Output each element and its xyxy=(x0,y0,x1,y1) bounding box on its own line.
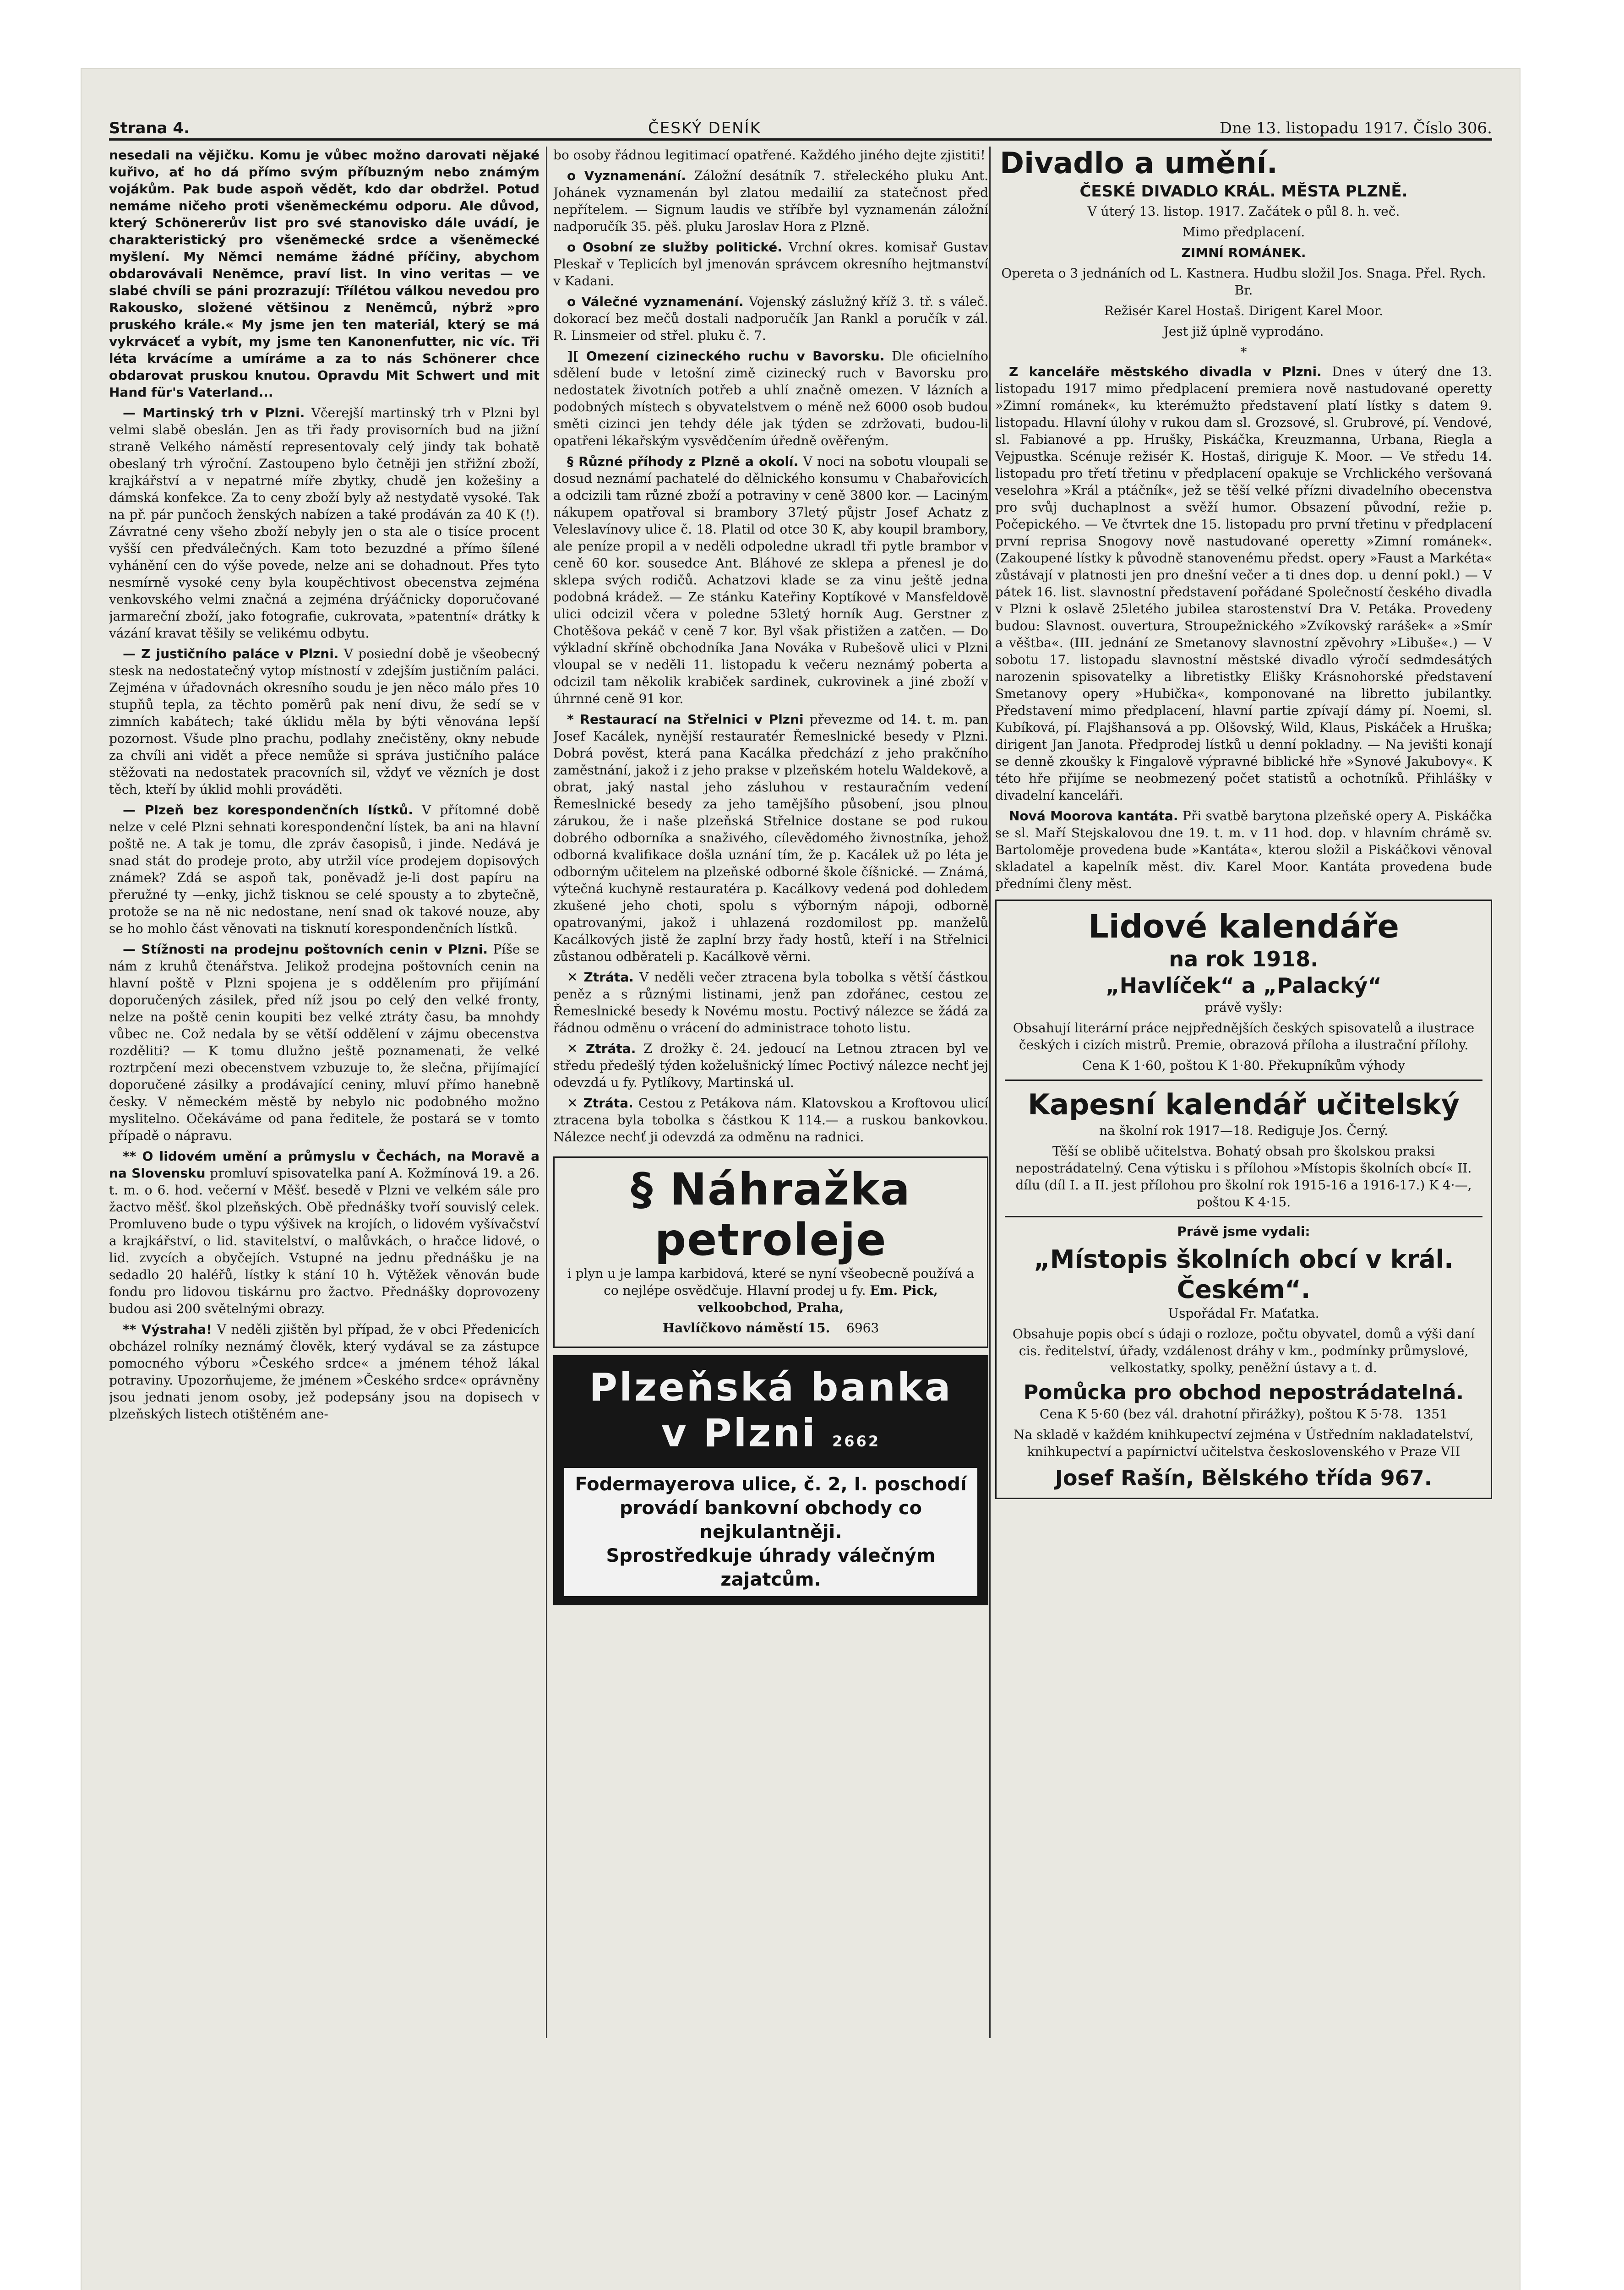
ad-nahrazka-petroleje xyxy=(553,1156,988,1348)
article-ztrata-3: ✕ Ztráta. Cestou z Petákova nám. Klatovskou a Kroftovou ulicí ztracena byla tobolka s částkou K 114.— a ruskou bankovkou. Nálezce nechť ji odevzdá za odměnu na radnici. xyxy=(553,1096,988,1145)
ad-pomucka-price: Cena K 5·60 (bez vál. drahotní přirážky), poštou K 5·78. 1351 xyxy=(1040,1407,1448,1422)
ad-kal-names: „Havlíček“ a „Palacký“ xyxy=(1106,973,1382,998)
article-kancelar-divadla: Z kanceláře městského divadla v Plzni. Dnes v úterý dne 13. listopadu 1917 mimo předplacení premiera nově nastudované operetty »Zimní románek«, ku kterémužto představení platí lístky s datem 9. listopadu. Hlavní úlohy v rukou dam sl. Grozsové, sl. Grubrové, pí. Vendové, sl. Fabianové a pp. Hrušky, Piskáčka, Kreuzmanna, Urbana, Riegla a Vejpustka. Scénuje režisér K. Hostaš, diriguje K. Moor. — Ve středu 14. listopadu pro třetí třetinu v předplacení opakuje se Vrchlického veršovaná veselohra »Král a ptáčník«, jež se těší velké přízni divadelního obecenstva pro svůj duchaplnost a svěží humor. Obsazení původní, režie p. Počepického. — Ve čtvrtek dne 15. listopadu pro první třetinu v předplacení první reprisa Snogovy nově nastudované operetty »Zimní románek«. (Zakoupené lístky k původně stanovenému předst. opery »Faust a Markéta« zůstávají v platnosti jen pro dnešní večer a ti dnes dop. u denní pokl.) — V pátek 16. list. slavnostní představení pořádané Společností českého divadla v Plzni k oslavě 25letého jubilea starostenství Dra V. Petáka. Provedeny budou: Slavnost. ouvertura, Stroupežnického »Zvíkovský rarášek« a »Smír a věštba«. (III. jednání ze Smetanovy slavnostní zpěvohry »Libuše«.) — V sobotu 17. listopadu slavnostní městské divadlo výročí sedmdesátých narozenin spisovatelky a libretistky Elišky Krásnohorské představení Smetanovy opery »Hubička«, komponované na libretto jubilantky. Představení mimo předplacení, hlavní partie zpívají dámy pí. Noemi, sl. Kubíková, pí. Flajšhansová a pp. Olšovský, Wild, Klaus, Piskáček a Hruška; dirigent Jan Janota. Předprodej lístků u denní pokladny. — Na jevišti konají se denně zkoušky k Fingalově výpravné biblické hře »Synové Jakubovy«. K této hře přijíme se neobmezený počet statistů a ochotníků. Přihlášky v divadelní kanceláři. xyxy=(995,364,1492,803)
ad-sklad: Na skladě v každém knihkupectví zejména v Ústředním nakladatelství, knihkupectví a papírnictví učitelstva československého v Praze VII xyxy=(1014,1427,1474,1459)
article-martinsky-trh: — Martinský trh v Plzni. Včerejší martinský trh v Plzni byl velmi slabě obeslán. Jen as tři řady provisorních bud na jižní straně Velkého náměstí representovaly celý jindy tak bohatě obeslaný trh výroční. Zastoupeno bylo četněji jen střižní zboží, krajkářství a v nepatrné míře zbytky, chudě jen kožešiny a dámská konfekce. Za to ceny zboží byly až nestydatě vysoké. Tak na př. pár punčoch ženských nabízen a také prodáván za 40 K (!). Závratné ceny všeho zboží nebyly jen o sta ale o tisíce procent vyšší cen předválečných. Kam toto bezuzdné a přímo šílené vyhánění cen do výše povede, nelze ani se dohadnout. Přes tyto nesmírně vysoké ceny byla koupěchtivost obecenstva zejména venkovského velmi značná a zejména drýáčnicky doporučované jarmareční zboží, jako fotografie, cukrovata, »patentní« drátky k vázání kravat těšily se velikému odbytu. xyxy=(109,405,540,641)
separator-star: * xyxy=(1240,344,1247,360)
program-credits: Režisér Karel Hostaš. Dirigent Karel Moor. xyxy=(1104,303,1384,318)
ad-kal-year: na rok 1918. xyxy=(1169,947,1319,971)
article-bavorsko: ][ Omezení cizineckého ruchu v Bavorsku. Dle oficielního sdělení bude v letošní zimě cizinecký ruch v Bavorsku pro nedostatek životních potřeb a uhlí značně omezen. V lázních a podobných místech s obyvatelstvem o méně než 6000 osob budou směti cizinci jen tehdy déle jak týden se zdržovati, budou-li opatřeni lékařským vysvědčením úředně ověřeným. xyxy=(553,349,988,448)
column-rule-1 xyxy=(546,147,547,2038)
newspaper-title: ČESKÝ DENÍK xyxy=(648,119,761,137)
article-justicni-palac: — Z justičního paláce v Plzni. V posiední době je všeobecný stesk na nedostatečný vytop místností v zdejším justičním paláci. Zejména v úřadovnách okresního soudu je jen něco málo přes 10 stupňů tepla, za těchto poměrů pak není divu, že sedí se v zimních kabátech; také úklidu měla by býti věnována lepší pozornost. Všude plno prachu, podlahy znečistěny, okny nebude za chvíli ani vidět a přece nemůže si správa justičního paláce stěžovati na nedostatek pracovních sil, vždyť ve vězních je dost těch, kteří by úklid mohli prováděti. xyxy=(109,646,540,797)
article-continued: nesedali na vějičku. Komu je vůbec možno darovati nějaké kuřivo, ať ho dá přímo svým příbuzným nebo známým vojákům. Pak bude aspoň vědět, kdo dar obdržel. Potud nemáme ničeho proti všeněmeckému odporu. Ale důvod, který Schönererův list pro své stanovisko dále uvádí, je charakteristický pro všeněmecké srdce a všeněmecké myšlení. My Němci nemáme žádné příčiny, abychom obdarovávali Neněmce, praví list. In vino veritas — ve slabé chvíli se páni prozrazují: Třílétou válkou nevedou pro Rakousko, složené většinou z Neněmců, nýbrž »pro pruského krále.« My jsme jen ten materiál, který se má vykrváceť a vybít, my jsme ten Kanonenfutter, nic víc. Tři léta krvácíme a umíráme a za to nás Schönerer chce obdarovat pruskou knutou. Opravdu Mit Schwert und mit Hand für's Vaterland... xyxy=(109,147,540,400)
ad-petr-text: i plyn u je lampa karbidová, které se nyní všeobecně používá a co nejlépe osvědčuje. Hlavní prodej u fy. Em. Pick, velkoobchod, Praha, xyxy=(567,1266,975,1315)
article-continued-2: bo osoby řádnou legitimací opatřené. Každého jiného dejte zjistiti! xyxy=(553,147,986,163)
column-1 xyxy=(109,147,540,2253)
column-2 xyxy=(553,147,988,2253)
article-ruzne-prihody: § Různé příhody z Plzně a okolí. V noci na sobotu vloupali se dosud neznámí pachatelé do dělnického konsumu v Chabařovicích a odcizili tam různé zboží a potraviny v ceně 3800 kor. — Laciným nákupem opatřoval si brambory 37letý půjstr Josef Achatz z Veleslavínovy ulice č. 18. Platil od otce 30 K, aby koupil brambory, ale peníze propil a v neděli odpoledne ukradl tři pytle brambor v ceně 60 kor. sousedce Ant. Bláhové ze sklepa a přenesl je do sklepa svých rodičů. Achatzovi klade se za vinu ještě jedna podobná krádež. — Ze stánku Kateřiny Koptíkové v Mansfeldově ulici odcizil včera v poledne 53letý horník Aug. Gerstner z Chotěšova pekáč v ceně 7 kor. Byl však přistižen a zatčen. — Do výkladní skříně obchodníka Jana Nováka v Rubešově ulici v Plzni vloupal se v neděli 11. listopadu k večeru neznámý poberta a odcizil tam několik krabiček sardinek, cukrovinek a jiné zboží v úhrnné ceně 91 kor. xyxy=(553,454,988,706)
ad-banka-details xyxy=(564,1468,977,1596)
article-vystraha: ** Výstraha! V neděli zjištěn byl případ, že v obci Předenicích obcházel rolníky neznámý člověk, který vydával se za zástupce pomocného výboru »Českého srdce« a jménem téhož lákal potraviny. Upozorňujeme, že jménem »Českého srdce« oprávněny jsou jednati jenom osoby, jež podepsány jsou na dopisech v plzeňských listech otištěném ane- xyxy=(109,1322,540,1422)
article-valecne-vyznamenani: o Válečné vyznamenání. Vojenský záslužný kříž 3. tř. s váleč. dokorací bez mečů dostali nadporučík Jan Rankl a poručík v zál. R. Linsmeier od střel. pluku č. 7. xyxy=(553,294,988,343)
ad-divider xyxy=(1005,1080,1482,1081)
article-restaurace-strelnice: * Restaurací na Střelnici v Plzni převezme od 14. t. m. pan Josef Kacálek, nynější restauratér Řemeslnické besedy v Plzni. Dobrá pověst, která pana Kacálka předchází z jeho prakčního zaměstnání, jakož i z jeho prakse v plzeňském hotelu Waldekově, a obrat, jaký nastal jeho zásluhou v restauračním vedení Řemeslnické besedy za jeho tamějšího působení, jsou plnou zárukou, že i naše plzeňská Střelnice dostane se pod rukou dobrého odborníka a snaživého, cílevědomého živnostníka, jehož odborná kvalifikace došla uznání tím, že p. Kacálek už po léta je odborným učitelem na plzeňské odborné škole číšnické. — Známá, výtečná kuchyně restauratéra p. Kacálkovy vedená pod dohledem zkušené jeho choti, spolu s výborným nápoji, odborně opatrovanými, jakož i uhlazená rozdomilost pp. manželů Kacálkových jistě že zaplní brzy řady hostů, kteří i na Střelnici zůstanou odběrateli p. Kacálkově věrni. xyxy=(553,712,988,964)
article-korespondencni-listky: — Plzeň bez korespondenčních lístků. V přítomné době nelze v celé Plzni sehnati korespondenční lístek, ba ani na hlavní poště ne. A tak je tomu, dle zpráv časopisů, i jinde. Nedává je snad stát do prodeje proto, aby utržil více prodejem dopisových známek? Zdá se aspoň tak, poněvadž je-li dost papíru na přeružné ty —enky, jichž tisknou se celé spousty a to zbytečně, protože se na ně nic nedostane, není snad ok takové nouze, aby se ho mohlo část věnovati na tisknutí korespondenčních lístků. xyxy=(109,802,540,936)
article-ztrata-1: ✕ Ztráta. V neděli večer ztracena byla tobolka s větší částkou peněz a s různými listinami, jenž pan zdořánec, cestou ze Řemeslnické besedy k Novému mostu. Poctivý nálezce se žádá za řádnou odměnu o vrácení do administrace tohoto listu. xyxy=(553,970,988,1036)
ad-banka-title2: v Plzni 2662 xyxy=(661,1411,881,1456)
program-date: V úterý 13. listop. 1917. Začátek o půl 8. h. več. xyxy=(1087,204,1400,219)
theatre-heading: ČESKÉ DIVADLO KRÁL. MĚSTA PLZNĚ. xyxy=(1079,182,1408,201)
issue-date: Dne 13. listopadu 1917. Číslo 306. xyxy=(1219,119,1492,137)
ad-petr-address: Havlíčkovo náměstí 15. 6963 xyxy=(662,1320,879,1336)
program-soldout: Jest již úplně vyprodáno. xyxy=(1163,324,1324,339)
ad-mistopis-sub: Uspořádal Fr. Maťatka. xyxy=(1168,1306,1319,1321)
ad-kal-text: Obsahují literární práce nejpřednějších českých spisovatelů a ilustrace českých i cizích mistrů. Premie, obrazová příloha a ilustrační přílohy. xyxy=(1013,1020,1475,1052)
page-number: Strana 4. xyxy=(109,119,190,137)
article-osobni: o Osobní ze služby politické. Vrchní okres. komisař Gustav Pleskař v Teplicích byl jmenován správcem okresního hejtmanství v Kadani. xyxy=(553,240,988,289)
ad-kapesni-sub: na školní rok 1917—18. Rediguje Jos. Černý. xyxy=(1099,1123,1388,1138)
ad-mistopis-title: „Místopis školních obcí v král. Českém“. xyxy=(1034,1245,1454,1304)
ad-kapesni-kalendar-title: Kapesní kalendář učitelský xyxy=(1028,1088,1460,1121)
article-vyznamenani: o Vyznamenání. Záložní desátník 7. střeleckého pluku Ant. Johánek vyznamenán byl zlatou medailií za statečnost před nepřítelem. — Signum laudis ve stříbře byl vyznamenán záložní nadporučík 35. pěš. pluku Jaroslav Hora z Plzně. xyxy=(553,168,988,234)
ad-mistopis-pre: Právě jsme vydali: xyxy=(1177,1224,1310,1239)
ad-kal-price: Cena K 1·60, poštou K 1·80. Překupníkům výhody xyxy=(1082,1058,1406,1073)
ad-banka-line: provádí bankovní obchody co nejkulantněji. xyxy=(619,1498,922,1543)
program-description: Opereta o 3 jednáních od L. Kastnera. Hudbu složil Jos. Snaga. Přel. Rych. Br. xyxy=(1001,266,1486,298)
ad-pomucka: Pomůcka pro obchod nepostrádatelná. xyxy=(1023,1381,1464,1404)
column-rule-2 xyxy=(989,147,991,2038)
masthead xyxy=(109,110,1492,137)
article-moorova-kantata: Nová Moorova kantáta. Při svatbě barytona plzeňské opery A. Piskáčka se sl. Maří Stejskalovou dne 19. t. m. v 11 hod. dop. v hlavním chrámě sv. Bartoloměje provedena bude »Kantáta«, kterou složil a Piskáčkovi věnoval skladatel a kapelník měst. div. Karel Moor. Kantáta provedena bude předními členy měst. xyxy=(995,808,1492,891)
article-postovni-ceniny: — Stížnosti na prodejnu poštovních cenin v Plzni. Píše se nám z kruhů čtenářstva. Jelikož prodejna poštovních cenin na hlavní poště v Plzni spojena je s oddělením pro přijímání doporučených zásilek, před níž jsou po celý den velké fronty, nelze na poště cenin koupiti bez velké ztráty času, ba mnohdy vůbec ne. Což nedala by se větší oddělení v zájmu obecenstva rozděliti? — K tomu dlužno ještě poznamenati, že velké roztrpčení mezi obecenstvem vzbuzuje to, že slečna, přijímající doporučené zásilky a prodávající ceniny, mluví přímo hanebně česky. V německém městě by nebylo nic podobného možno myslitelno. Očekáváme od pana ředitele, že postará se v tomto případě o nápravu. xyxy=(109,942,540,1143)
ad-banka-address: Fodermayerova ulice, č. 2, I. poschodí xyxy=(575,1474,967,1495)
ad-banka-line2: Sprostředkuje úhrady válečným zajatcům. xyxy=(606,1545,936,1590)
ad-lidove-kalendare xyxy=(995,900,1492,1499)
column-3 xyxy=(995,147,1492,2253)
ad-mistopis-text: Obsahuje popis obcí s údaji o rozloze, počtu obyvatel, domů a výši daní cis. ředitelství, úřady, vzdálenost dráhy v km., podmínky průmyslové, velkostatky, spolky, peněžní ústavy a t. d. xyxy=(1012,1326,1475,1375)
article-ztrata-2: ✕ Ztráta. Z drožky č. 24. jedoucí na Letnou ztracen byl ve středu předešlý týden koželušnický límec Poctivý nálezce nechť jej odevzdá u fy. Pytlíkovy, Martinská ul. xyxy=(553,1041,988,1090)
ad-plzenska-banka xyxy=(553,1355,988,1605)
article-lidove-umeni: ** O lidovém umění a průmyslu v Čechách, na Moravě a na Slovensku promluví spisovatelka paní A. Kožmínová 19. a 26. t. m. o 6. hod. večerní v Měšť. besedě v Plzni ve velkém sále pro žactvo měšť. škol plzeňských. Obě přednášky tvoří souvislý celek. Promluveno bude o typu výšivek na krojích, o lidovém vyšívačství a krajkářství, o lid. stavitelství, o malůvkách, o hračce lidové, o lid. zvycích a obyčejích. Vstupné na jednu přednášku je na sedadlo 20 haléřů, lístky k stání 10 h. Výtěžek věnován bude fondu pro lidovou tiskárnu pro žactvo. Přednášky doprovozeny budou asi 200 světelnými obrazy. xyxy=(109,1149,540,1316)
header-rule xyxy=(109,138,1492,141)
program-title: ZIMNÍ ROMÁNEK. xyxy=(1181,245,1306,260)
ad-divider-2 xyxy=(1005,1216,1482,1217)
ad-rasin: Josef Rašín, Bělského třída 967. xyxy=(1055,1466,1433,1490)
ad-kapesni-text: Těší se oblibě učitelstva. Bohatý obsah pro školskou praksi nepostrádatelný. Cena výtisku i s přílohou »Místopis školních obcí« II. dílu (díl I. a II. jest přílohou pro školní rok 1915-16 a 1916-17.) K 4·—, poštou K 4·15. xyxy=(1015,1144,1472,1210)
section-title-divadlo: Divadlo a umění. xyxy=(1000,147,1278,180)
newspaper-page xyxy=(82,69,1520,2290)
ad-petr-title: § Náhražka petroleje xyxy=(631,1164,911,1265)
ad-kal-title: Lidové kalendáře xyxy=(1088,908,1399,945)
ad-banka-title1: Plzeňská banka xyxy=(589,1365,953,1410)
ad-kal-vysly: právě vyšly: xyxy=(1204,1000,1283,1015)
program-note: Mimo předplacení. xyxy=(1182,224,1305,240)
